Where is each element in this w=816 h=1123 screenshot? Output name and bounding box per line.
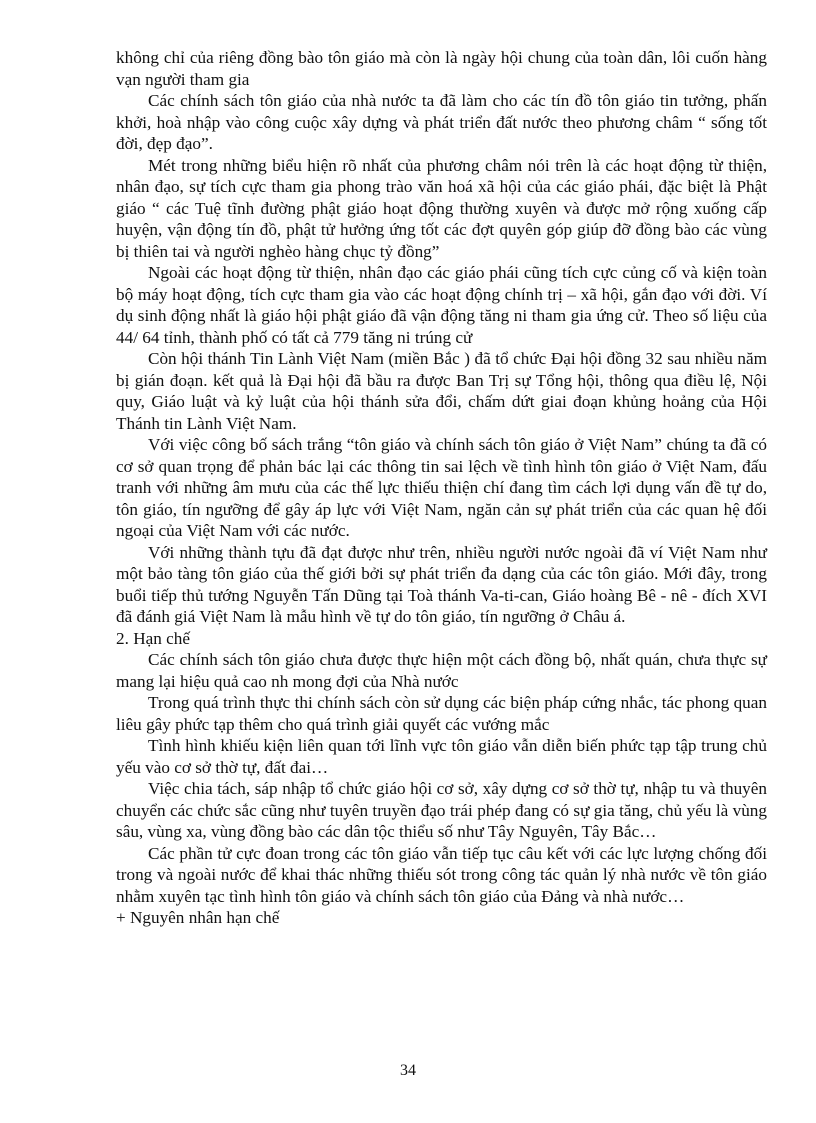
section-heading: 2. Hạn chế xyxy=(116,628,190,648)
paragraph: Các phần tử cực đoan trong các tôn giáo vẫn tiếp tục câu kết với các lực lượng chống đối trong và ngoài nước để khai thác những thiếu sót trong công tác quản lý nhà nước về tôn giáo nhằm xuyên tạc tình hình tôn giáo và chính sách tôn giáo của Đảng và nhà nước… xyxy=(116,843,767,906)
paragraph: Tình hình khiếu kiện liên quan tới lĩnh vực tôn giáo vẫn diễn biến phức tạp tập trung chủ yếu vào cơ sở thờ tự, đất đai… xyxy=(116,736,767,777)
paragraph: Việc chia tách, sáp nhập tổ chức giáo hội cơ sở, xây dựng cơ sở thờ tự, nhập tu và thuyên chuyển các chức sắc cũng như tuyên truyền đạo trái phép đang có sự gia tăng, chủ yếu là vùng sâu, vùng xa, vùng đồng bào các dân tộc thiểu số như Tây Nguyên, Tây Bắc… xyxy=(116,779,767,841)
paragraph: Với việc công bố sách trắng “tôn giáo và chính sách tôn giáo ở Việt Nam” chúng ta đã có cơ sở quan trọng để phản bác lại các thông tin sai lệch về tình hình tôn giáo ở Việt Nam, đấu tranh với những âm mưu của các thế lực thiếu thiện chí đang tìm cách lợi dụng vấn đề tự do, tôn giáo, tín ngưỡng để gây áp lực với Việt Nam, ngăn cản sự phát triển của các quan hệ đối ngoại của Việt Nam với các nước. xyxy=(116,435,767,540)
paragraph: không chỉ của riêng đồng bào tôn giáo mà còn là ngày hội chung của toàn dân, lôi cuốn hàng vạn người tham gia xyxy=(116,48,767,89)
document-body xyxy=(116,47,767,929)
paragraph: Mét trong những biểu hiện rõ nhất của phương châm nói trên là các hoạt động từ thiện, nhân đạo, sự tích cực tham gia phong trào văn hoá xã hội của các giáo phái, đặc biệt là Phật giáo “ các Tuệ tĩnh đường phật giáo hoạt động thường xuyên và được mở rộng xuống cấp huyện, vận động tín đồ, phật tử hưởng ứng tốt các đợt quyên góp giúp đỡ đồng bào các vùng bị thiên tai và người nghèo hàng chục tỷ đồng” xyxy=(116,155,767,261)
paragraph: Còn hội thánh Tin Lành Việt Nam (miền Bắc ) đã tổ chức Đại hội đồng 32 sau nhiều năm bị gián đoạn. kết quả là Đại hội đã bầu ra được Ban Trị sự Tổng hội, thông qua điều lệ, Nội quy, Giáo luật và kỷ luật của hội thánh sửa đổi, chấm dứt giai đoạn khủng hoảng của Hội Thánh tin Lành Việt Nam. xyxy=(116,349,767,433)
paragraph: Trong quá trình thực thi chính sách còn sử dụng các biện pháp cứng nhắc, tác phong quan liêu gây phức tạp thêm cho quá trình giải quyết các vướng mắc xyxy=(116,693,767,734)
paragraph: Ngoài các hoạt động từ thiện, nhân đạo các giáo phái cũng tích cực củng cố và kiện toàn bộ máy hoạt động, tích cực tham gia vào các hoạt động chính trị – xã hội, gắn đạo với đời. Ví dụ sinh động nhất là giáo hội phật giáo đã vận động tăng ni tham gia ứng cử. Theo số liệu của 44/ 64 tỉnh, thành phố có tất cả 779 tăng ni trúng cử xyxy=(116,263,767,347)
paragraph: Các chính sách tôn giáo của nhà nước ta đã làm cho các tín đồ tôn giáo tin tưởng, phấn khởi, hoà nhập vào công cuộc xây dựng và phát triển đất nước theo phương châm “ sống tốt đời, đẹp đạo”. xyxy=(116,91,767,153)
paragraph: Với những thành tựu đã đạt được như trên, nhiều người nước ngoài đã ví Việt Nam như một bảo tàng tôn giáo của thế giới bởi sự phát triển đa dạng của các tôn giáo. Mới đây, trong buổi tiếp thủ tướng Nguyễn Tấn Dũng tại Toà thánh Va-ti-can, Giáo hoàng Bê - nê - đích XVI đã đánh giá Việt Nam là mẫu hình về tự do tôn giáo, tín ngưỡng ở Châu á. xyxy=(116,542,767,626)
page-number: 34 xyxy=(400,1062,416,1079)
subsection-heading: + Nguyên nhân hạn chế xyxy=(116,908,280,927)
paragraph: Các chính sách tôn giáo chưa được thực hiện một cách đồng bộ, nhất quán, chưa thực sự mang lại hiệu quả cao nh mong đợi của Nhà nước xyxy=(116,650,767,691)
